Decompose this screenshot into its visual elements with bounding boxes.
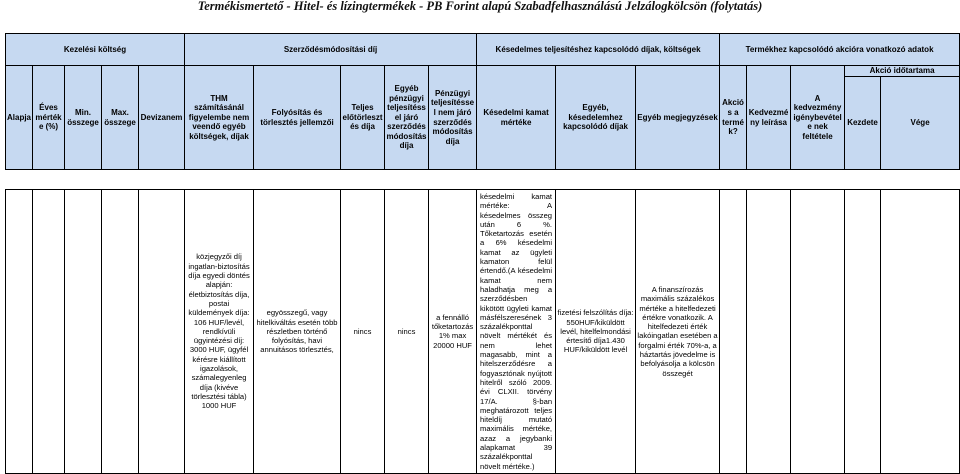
col-akcios: Akciós a termék? xyxy=(720,66,747,170)
cell-feltetele xyxy=(791,190,845,474)
cell-akcios xyxy=(720,190,747,474)
cell-alapja xyxy=(6,190,33,474)
cell-folyositas: egyösszegű, vagy hitelkiváltás esetén több részletben történő folyósítás, havi annuitásos törlesztés, xyxy=(254,190,341,474)
cell-eves xyxy=(33,190,65,474)
col-folyositas: Folyósítás és törlesztés jellemzői xyxy=(254,66,341,170)
cell-kedvezmeny xyxy=(747,190,791,474)
cell-megjegyzesek: A finanszírozás maximális százalékos mértéke a hitelfedezeti értékre vonatkozik. A hitelfedezeti érték lakóingatlan esetében a forgalmi érték 70%-a, a háztartás jövedelme is befolyásolja a kölcsön összegét xyxy=(636,190,720,474)
col-kezdete: Kezdete xyxy=(845,77,881,170)
header-szerzodesmodositas: Szerződésmódosítási díj xyxy=(185,34,477,66)
col-teljes-elotorlesztes: Teljes előtörlesztés díja xyxy=(341,66,385,170)
col-kedvezmeny: Kedvezmény leírása xyxy=(747,66,791,170)
col-egyeb-penzugyi: Egyéb pénzügyi teljesítéssel járó szerződés módosítás díja xyxy=(385,66,429,170)
header-kezelesi: Kezelési költség xyxy=(6,34,185,66)
page-title: Termékismertető - Hitel- és lízingtermékek - PB Forint alapú Szabadfelhasználású Jelzálogkölcsön (folytatás) xyxy=(197,0,763,13)
cell-max xyxy=(102,190,139,474)
product-table xyxy=(5,33,960,474)
col-kesedelmi-kamat: Késedelmi kamat mértéke xyxy=(477,66,556,170)
cell-vege xyxy=(881,190,960,474)
cell-kesedelmi-kamat: késedelmi kamat mértéke: A késedelmes összeg után 6 %. Tőketartozás esetén a 6% késedelmi kamat az ügyleti kamaton felül értendő.(A késedelmi kamat nem haladhatja meg a szerződésben kikötött ügyleti kamat másfélszeresének 3 százalékponttal növelt mértékét és nem lehet magasabb, mint a hitelszerződésre a fogyasztónak nyújtott hitelről szóló 2009. évi CLXII. törvény 17/A. §-ban meghatározott teljes hiteldíj mutató maximális mértéke, azaz a jegybanki alapkamat 39 százalékponttal növelt mértéke.) xyxy=(477,190,556,474)
table-row xyxy=(6,190,960,474)
col-feltetele: A kedvezmény igénybevétele nek feltétele xyxy=(791,66,845,170)
col-devizanem: Devizanem xyxy=(139,66,185,170)
col-min: Min. összege xyxy=(65,66,102,170)
col-thm: THM számításánál figyelembe nem veendő egyéb költségek, díjak xyxy=(185,66,254,170)
cell-devizanem xyxy=(139,190,185,474)
cell-thm: közjegyzői díj ingatlan-biztosítás díja egyedi döntés alapján: életbiztosítás díja, postai küldemények díja: 106 HUF/levél, rendkívüli ügyintézési díj: 3000 HUF, ügyfél kérésre kiállított igazolások, számalegyenleg díja (kivéve törlesztési tábla) 1000 HUF xyxy=(185,190,254,474)
col-penzugyi-nem: Pénzügyi teljesítéssel nem járó szerződés módosítás díja xyxy=(429,66,477,170)
cell-min xyxy=(65,190,102,474)
col-max: Max. összege xyxy=(102,66,139,170)
header-termekhez: Termékhez kapcsolódó akcióra vonatkozó adatok xyxy=(720,34,960,66)
col-eves: Éves mértéke (%) xyxy=(33,66,65,170)
cell-penzugyi-nem: a fennálló tőketartozás 1% max 20000 HUF xyxy=(429,190,477,474)
header-akcio-idotartama: Akció időtartama xyxy=(845,66,960,77)
col-egyeb-kesedelem: Egyéb, késedelemhez kapcsolódó díjak xyxy=(556,66,636,170)
cell-egyeb-kesedelem: fizetési felszólítás díja: 550HUF/kiküldött levél, hitelfelmondási értesítő díja1.430 HUF/kiküldött levél xyxy=(556,190,636,474)
cell-kezdete xyxy=(845,190,881,474)
col-vege: Vége xyxy=(881,77,960,170)
cell-egyeb-penzugyi: nincs xyxy=(385,190,429,474)
cell-teljes-elotorlesztes: nincs xyxy=(341,190,385,474)
col-alapja: Alapja xyxy=(6,66,33,170)
col-megjegyzesek: Egyéb megjegyzések xyxy=(636,66,720,170)
header-kesedelmes: Késedelmes teljesítéshez kapcsolódó díjak, költségek xyxy=(477,34,720,66)
spacer-row xyxy=(6,170,960,190)
